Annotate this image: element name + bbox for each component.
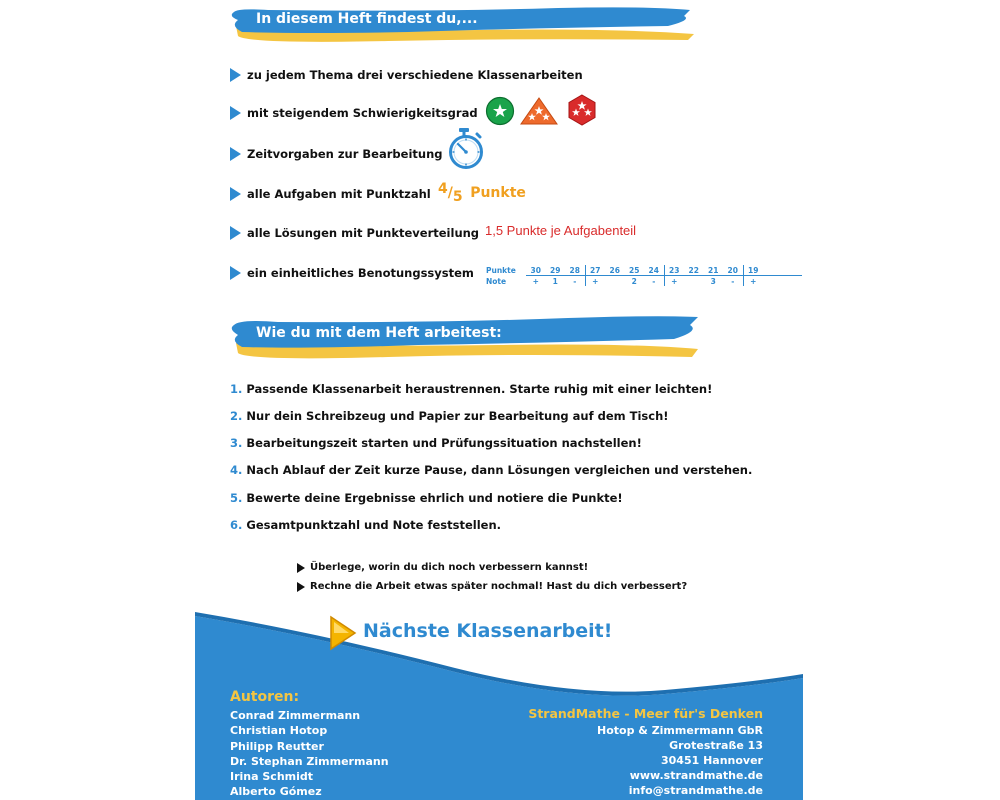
tip-text: Überlege, worin du dich noch verbessern kannst! (310, 562, 589, 573)
feature-text: Zeitvorgaben zur Bearbeitung (247, 147, 443, 161)
bullet-arrow-icon (230, 187, 241, 201)
publisher-street: Grotestraße 13 (669, 739, 763, 752)
step-text: Nach Ablauf der Zeit kurze Pause, dann Lösungen vergleichen und verstehen. (246, 463, 753, 477)
grading-points-label: Punkte (486, 265, 516, 275)
grading-cell: 20 (727, 265, 738, 275)
next-exam-button[interactable]: Nächste Klassenarbeit! (363, 620, 613, 642)
difficulty-easy-icon (485, 96, 515, 126)
publisher-company: Hotop & Zimmermann GbR (596, 724, 763, 737)
solution-example: 1,5 Punkte je Aufgabenteil (485, 223, 637, 238)
points-slash: / (447, 185, 453, 201)
grading-cell: + (750, 276, 757, 286)
grading-cell: + (532, 276, 539, 286)
step-number: 1. (230, 382, 243, 396)
grading-note-row (486, 276, 802, 286)
step-text: Nur dein Schreibzeug und Papier zur Bearbeitung auf dem Tisch! (246, 409, 669, 423)
grading-cell: - (731, 276, 735, 286)
bullet-arrow-icon (230, 106, 241, 120)
grading-cell: 19 (748, 265, 759, 275)
grading-cell: - (573, 276, 577, 286)
feature-item (230, 65, 583, 85)
step-text: Gesamtpunktzahl und Note feststellen. (246, 518, 502, 532)
author-name: Conrad Zimmermann (230, 709, 361, 722)
step-text: Bewerte deine Ergebnisse ehrlich und notiere die Punkte! (246, 491, 623, 505)
grading-cell: 24 (648, 265, 659, 275)
feature-text: zu jedem Thema drei verschiedene Klassenarbeiten (247, 68, 583, 82)
feature-text: alle Aufgaben mit Punktzahl (247, 187, 431, 201)
grading-cell: 26 (609, 265, 620, 275)
step-text: Passende Klassenarbeit heraustrennen. Starte ruhig mit einer leichten! (246, 382, 713, 396)
tip-text: Rechne die Arbeit etwas später nochmal! Hast du dich verbessert? (310, 581, 688, 592)
grading-points-row (486, 265, 802, 275)
banner-2-title: Wie du mit dem Heft arbeitest: (256, 325, 502, 341)
publisher-city: 30451 Hannover (660, 754, 763, 767)
publisher-slogan: StrandMathe - Meer für's Denken (528, 706, 763, 721)
step-number: 5. (230, 491, 243, 505)
feature-text: alle Lösungen mit Punkteverteilung (247, 226, 480, 240)
step-number: 3. (230, 436, 243, 450)
points-denominator: 5 (452, 189, 463, 205)
bullet-arrow-icon (230, 147, 241, 161)
feature-item (230, 103, 478, 123)
bullet-arrow-icon (297, 563, 305, 573)
grading-cell: - (652, 276, 656, 286)
bullet-arrow-icon (297, 582, 305, 592)
step-item (230, 518, 501, 532)
feature-item (230, 223, 479, 243)
grading-cell: 22 (688, 265, 699, 275)
publisher-email-link[interactable]: info@strandmathe.de (628, 784, 763, 797)
feature-text: mit steigendem Schwierigkeitsgrad (247, 106, 478, 120)
grading-cell: 27 (590, 265, 601, 275)
author-name: Alberto Gómez (230, 785, 322, 798)
grading-note-label: Note (486, 276, 507, 286)
points-example (438, 181, 526, 205)
step-number: 2. (230, 409, 243, 423)
step-item (230, 491, 623, 505)
author-name: Dr. Stephan Zimmermann (230, 755, 389, 768)
publisher-website-link[interactable]: www.strandmathe.de (629, 769, 763, 782)
grading-cell: 29 (550, 265, 561, 275)
banner-1-title: In diesem Heft findest du,... (256, 11, 478, 27)
step-text: Bearbeitungszeit starten und Prüfungssituation nachstellen! (246, 436, 642, 450)
step-number: 6. (230, 518, 243, 532)
grading-cell: 21 (708, 265, 719, 275)
grading-cell: 3 (710, 276, 716, 286)
bullet-arrow-icon (230, 226, 241, 240)
author-name: Philipp Reutter (230, 740, 324, 753)
grading-cell: 28 (569, 265, 580, 275)
feature-text: ein einheitliches Benotungssystem (247, 266, 474, 280)
grading-cell: 1 (552, 276, 558, 286)
step-item (230, 409, 669, 423)
grading-cell: + (671, 276, 678, 286)
author-name: Irina Schmidt (230, 770, 314, 783)
next-arrow-icon[interactable] (328, 615, 358, 651)
feature-item (230, 144, 443, 164)
step-item (230, 463, 752, 477)
grading-cell: 23 (669, 265, 680, 275)
step-item (230, 382, 712, 396)
author-name: Christian Hotop (230, 724, 328, 737)
bullet-arrow-icon (230, 68, 241, 82)
feature-item (230, 184, 431, 204)
grading-cell: + (592, 276, 599, 286)
stopwatch-icon (446, 126, 490, 170)
step-item (230, 436, 642, 450)
grading-table (486, 265, 802, 286)
points-label: Punkte (470, 185, 526, 201)
grading-cell: 30 (530, 265, 541, 275)
grading-cell: 25 (629, 265, 640, 275)
difficulty-hard-icon (566, 94, 598, 126)
feature-item (230, 263, 474, 283)
grading-cell: 2 (631, 276, 637, 286)
authors-heading: Autoren: (230, 689, 300, 705)
step-number: 4. (230, 463, 243, 477)
difficulty-medium-icon (519, 96, 559, 126)
bullet-arrow-icon (230, 266, 241, 280)
points-numerator: 4 (438, 181, 448, 197)
tip-item (297, 562, 588, 573)
tip-item (297, 581, 687, 592)
